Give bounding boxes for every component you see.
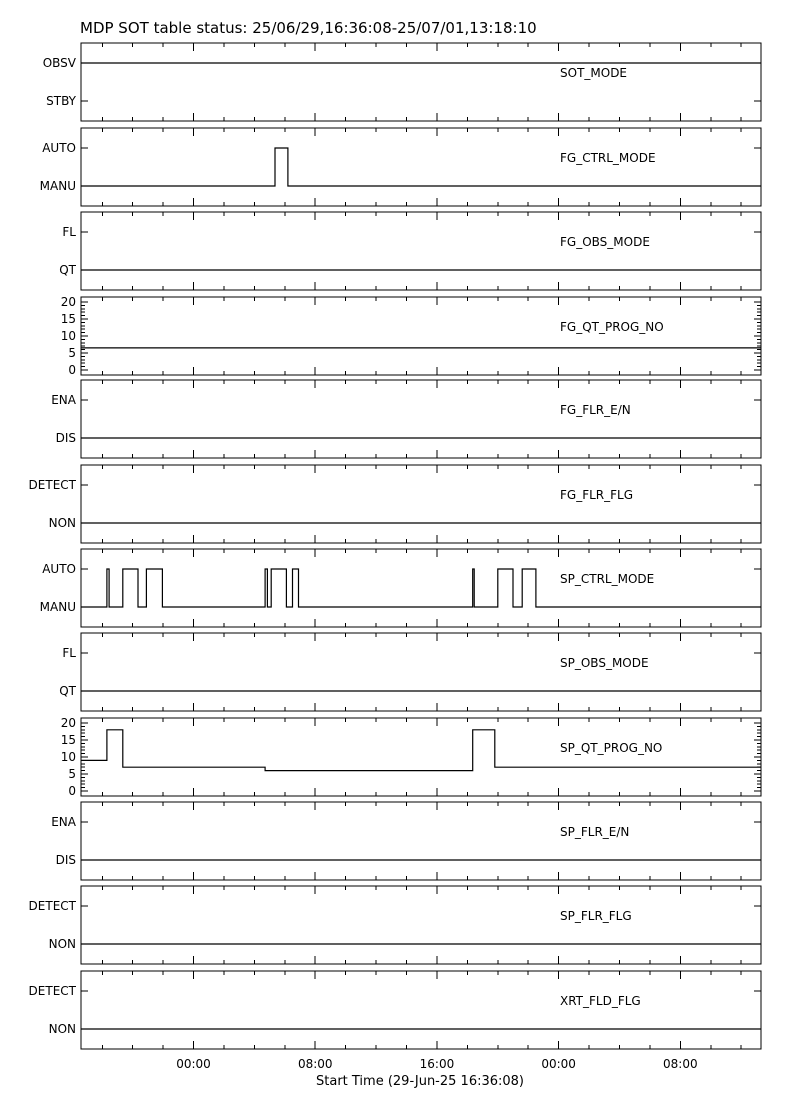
panel-name-label: FG_FLR_FLG <box>560 488 634 502</box>
y-state-label: FL <box>62 225 76 239</box>
panel-frame <box>81 212 761 290</box>
panel-frame <box>81 128 761 206</box>
panel-fg-ctrl-mode <box>40 128 761 206</box>
panel-name-label: XRT_FLD_FLG <box>560 994 641 1008</box>
panel-frame <box>81 886 761 964</box>
panel-fg-flr-flg <box>29 465 761 543</box>
y-state-label: STBY <box>46 94 76 108</box>
y-state-label: MANU <box>39 600 76 614</box>
panel-frame <box>81 633 761 711</box>
panel-frame <box>81 971 761 1049</box>
panel-name-label: FG_QT_PROG_NO <box>560 320 664 334</box>
panel-name-label: SP_QT_PROG_NO <box>560 741 663 755</box>
panel-fg-flr-e-n <box>51 380 761 458</box>
y-state-label: DETECT <box>28 984 76 998</box>
y-state-label: QT <box>59 684 76 698</box>
y-state-label: DIS <box>55 431 76 445</box>
y-state-label: AUTO <box>42 562 76 576</box>
panel-xrt-fld-flg <box>29 971 761 1049</box>
panel-sp-flr-flg <box>29 886 761 964</box>
y-tick-label: 10 <box>60 750 76 764</box>
y-state-label: NON <box>48 1022 76 1036</box>
panel-fg-obs-mode <box>59 212 761 290</box>
panel-name-label: SP_OBS_MODE <box>560 656 649 670</box>
panel-frame <box>81 718 761 796</box>
y-tick-label: 15 <box>60 733 76 747</box>
y-state-label: ENA <box>51 393 76 407</box>
panel-sp-qt-prog-no <box>61 716 761 798</box>
panel-frame <box>81 549 761 627</box>
panel-name-label: FG_OBS_MODE <box>560 235 650 249</box>
panel-frame <box>81 465 761 543</box>
panel-frame <box>81 297 761 375</box>
x-axis-label: Start Time (29-Jun-25 16:36:08) <box>316 1074 524 1089</box>
y-state-label: ENA <box>51 815 76 829</box>
y-tick-label: 20 <box>60 295 76 309</box>
panel-sp-ctrl-mode <box>40 549 761 627</box>
chart-title: MDP SOT table status: 25/06/29,16:36:08-25/07/01,13:18:10 <box>80 19 537 37</box>
panel-name-label: SP_FLR_FLG <box>560 909 632 923</box>
x-tick-label: 00:00 <box>176 1057 211 1071</box>
x-tick-label: 08:00 <box>297 1057 333 1071</box>
panel-name-label: FG_CTRL_MODE <box>560 151 656 165</box>
panel-frame <box>81 43 761 121</box>
y-state-label: QT <box>59 263 76 277</box>
y-state-label: FL <box>62 646 76 660</box>
panel-sot-mode <box>43 43 761 121</box>
y-tick-label: 15 <box>60 312 76 326</box>
x-tick-label: 08:00 <box>663 1057 698 1071</box>
series-line <box>81 148 761 186</box>
y-tick-label: 20 <box>60 716 76 730</box>
y-tick-label: 5 <box>68 767 76 781</box>
y-state-label: MANU <box>39 179 76 193</box>
y-state-label: DETECT <box>28 478 76 492</box>
panel-name-label: SP_CTRL_MODE <box>560 572 655 586</box>
y-state-label: NON <box>48 516 76 530</box>
y-tick-label: 0 <box>68 363 76 377</box>
y-state-label: DIS <box>55 853 76 867</box>
y-tick-label: 10 <box>60 329 76 343</box>
y-tick-label: 0 <box>68 784 76 798</box>
panel-fg-qt-prog-no <box>61 295 761 377</box>
panel-sp-flr-e-n <box>51 802 761 880</box>
y-state-label: NON <box>48 937 76 951</box>
x-tick-label: 16:00 <box>419 1057 455 1071</box>
panel-frame <box>81 380 761 458</box>
y-tick-label: 5 <box>68 346 76 360</box>
panel-name-label: SOT_MODE <box>560 66 628 80</box>
x-tick-label: 00:00 <box>541 1057 576 1071</box>
panel-name-label: SP_FLR_E/N <box>560 825 630 839</box>
y-state-label: AUTO <box>42 141 76 155</box>
y-state-label: DETECT <box>28 899 76 913</box>
panel-frame <box>81 802 761 880</box>
panel-sp-obs-mode <box>59 633 761 711</box>
panel-name-label: FG_FLR_E/N <box>560 403 631 417</box>
y-state-label: OBSV <box>42 56 76 70</box>
series-line <box>81 569 761 607</box>
